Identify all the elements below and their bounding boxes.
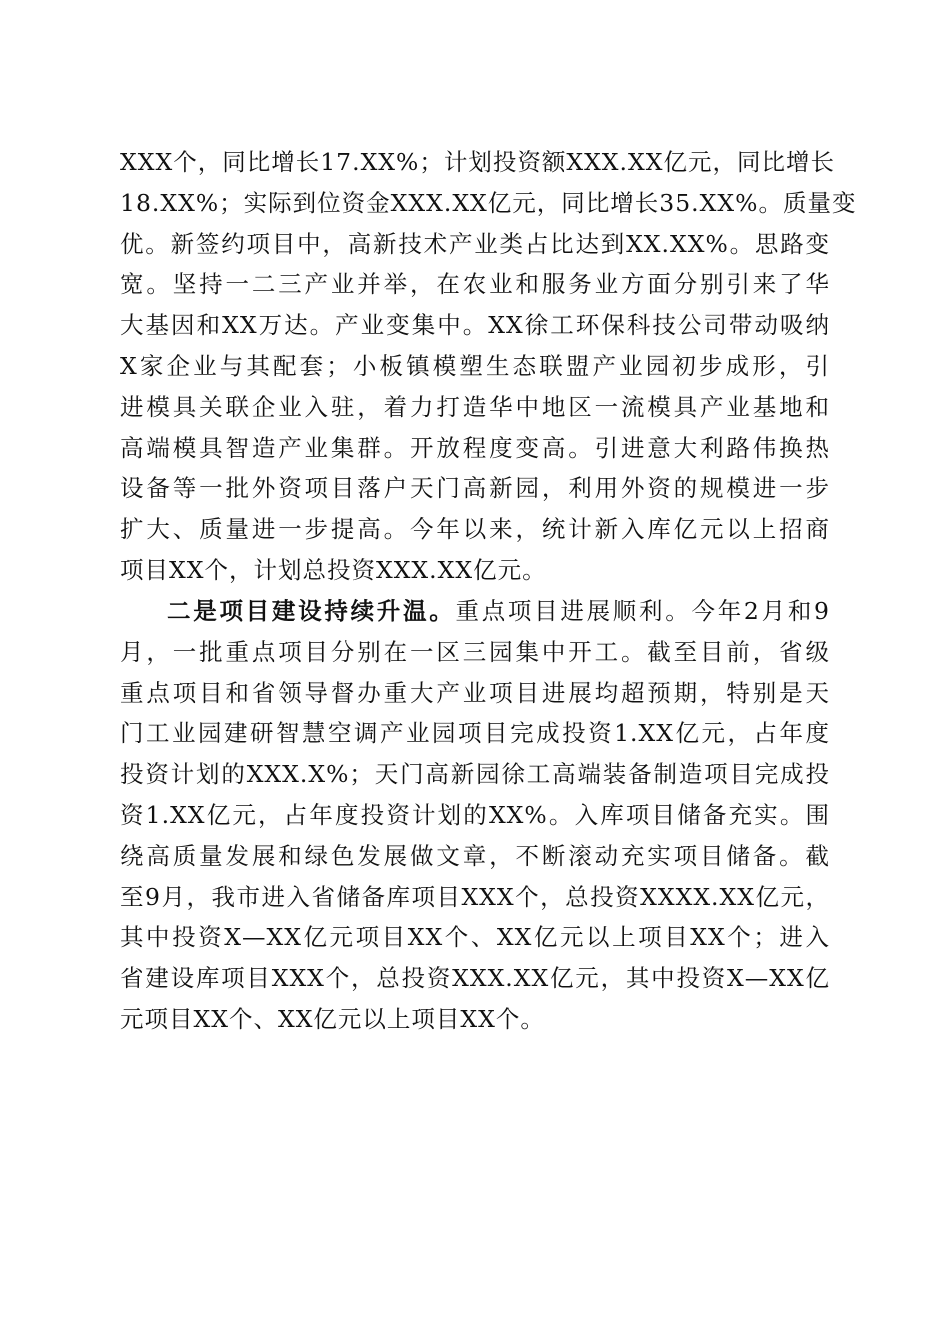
text-line: 资1.XX亿元，占年度投资计划的XX%。入库项目储备充实。围 — [120, 800, 830, 829]
paragraph-project-construction — [120, 591, 830, 1040]
paragraph-first-line-text: 重点项目进展顺利。今年2月和9 — [455, 597, 831, 625]
text-line: 设备等一批外资项目落户天门高新园，利用外资的规模进一步 — [120, 474, 830, 503]
text-line: 门工业园建研智慧空调产业园项目完成投资1.XX亿元，占年度 — [120, 719, 830, 748]
text-line: XXX个，同比增长17.XX%；计划投资额XXX.XX亿元，同比增长 — [120, 148, 835, 176]
text-line: 月，一批重点项目分别在一区三园集中开工。截至目前，省级 — [120, 637, 830, 666]
text-line: 宽。坚持一二三产业并举，在农业和服务业方面分别引来了华 — [120, 270, 830, 299]
text-line: 省建设库项目XXX个，总投资XXX.XX亿元，其中投资X—XX亿 — [120, 964, 830, 993]
paragraph-heading: 二是项目建设持续升温。 — [167, 597, 456, 625]
text-line: 重点项目和省领导督办重大产业项目进展均超预期，特别是天 — [120, 678, 830, 707]
text-line: 进模具关联企业入驻，着力打造华中地区一流模具产业基地和 — [120, 392, 830, 421]
text-line: 元项目XX个、XX亿元以上项目XX个。 — [120, 1004, 545, 1033]
text-line: X家企业与其配套；小板镇模塑生态联盟产业园初步成形，引 — [120, 351, 830, 380]
paragraph-first-line — [120, 591, 830, 632]
text-line: 18.XX%；实际到位资金XXX.XX亿元，同比增长35.XX%。质量变 — [120, 188, 857, 217]
paragraph-investment-summary — [120, 142, 857, 591]
text-line: 至9月，我市进入省储备库项目XXX个，总投资XXXX.XX亿元， — [120, 882, 830, 911]
text-line: 优。新签约项目中，高新技术产业类占比达到XX.XX%。思路变 — [120, 229, 830, 258]
text-line: 项目XX个，计划总投资XXX.XX亿元。 — [120, 555, 547, 584]
text-line: 投资计划的XXX.X%；天门高新园徐工高端装备制造项目完成投 — [120, 760, 830, 789]
text-line: 其中投资X—XX亿元项目XX个、XX亿元以上项目XX个；进入 — [120, 923, 830, 952]
text-line: 高端模具智造产业集群。开放程度变高。引进意大利路伟换热 — [120, 433, 830, 462]
text-line: 绕高质量发展和绿色发展做文章，不断滚动充实项目储备。截 — [120, 841, 830, 870]
text-line: 大基因和XX万达。产业变集中。XX徐工环保科技公司带动吸纳 — [120, 311, 830, 340]
text-line: 扩大、质量进一步提高。今年以来，统计新入库亿元以上招商 — [120, 515, 830, 544]
